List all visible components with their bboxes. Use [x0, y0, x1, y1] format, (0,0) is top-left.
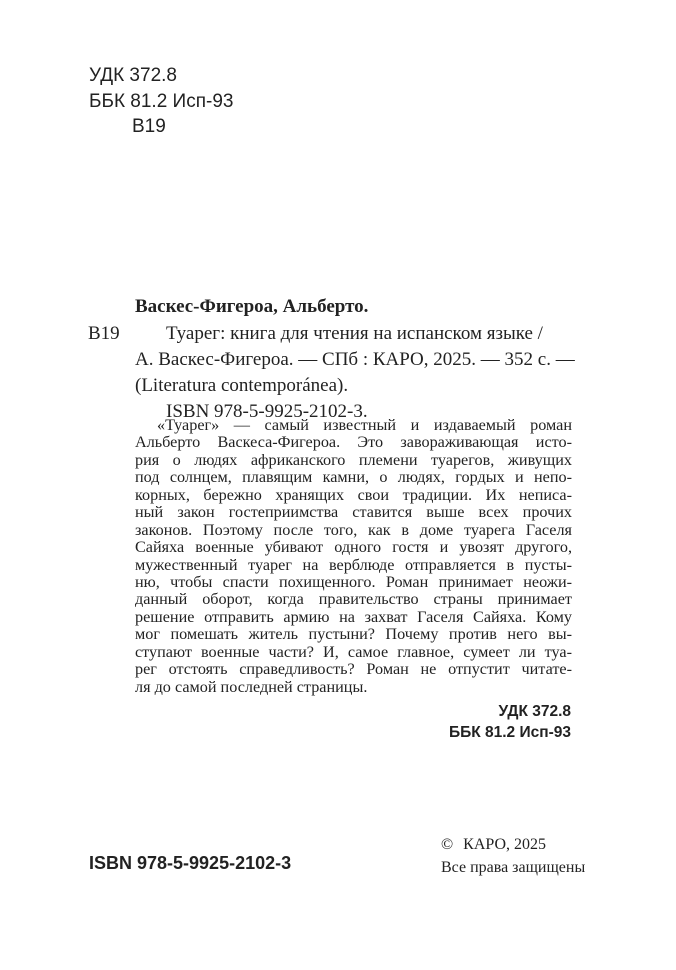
annotation-line: «Туарег» — самый известный и издаваемый роман [157, 416, 572, 434]
catalog-series: (Literatura contemporánea). [135, 375, 349, 396]
copyright-holder: КАРО, 2025 [463, 836, 547, 853]
annotation-line: под солнцем, плавящим камни, о людях, гордых и непо- [135, 468, 572, 487]
bbk-code-bold: ББК 81.2 Исп-93 [448, 724, 571, 741]
catalog-author-mark: В19 [88, 323, 120, 344]
annotation-line: данный оборот, когда правительство страны принимает [135, 590, 572, 609]
annotation-line: рия о людях африканского племени туарегов, живущих [135, 450, 572, 469]
annotation-line: ный закон гостеприимства ставится выше всех прочих [135, 503, 572, 522]
catalog-responsibility: А. Васкес-Фигероа. — СПб : КАРО, 2025. — 352 с. — [135, 349, 575, 370]
copyright-block [441, 833, 585, 879]
classification-right [449, 701, 571, 743]
annotation-line: решение отправить армию на захват Гаселя Сайяха. Кому [135, 607, 572, 626]
catalog-isbn: ISBN 978-5-9925-2102-3. [166, 401, 368, 422]
annotation-line: ню, чтобы спасти похищенного. Роман принимает неожи- [135, 572, 572, 591]
annotation-line: рег отстоять справедливость? Роман не отпустит читате- [135, 660, 572, 679]
bbk-code: ББК 81.2 Исп-93 [89, 91, 234, 112]
annotation-line: ля до самой последней страницы. [135, 677, 368, 696]
footer-isbn: ISBN 978-5-9925-2102-3 [89, 853, 292, 873]
annotation-paragraph [135, 417, 572, 696]
author-mark: В19 [132, 116, 166, 137]
udk-code: УДК 372.8 [89, 65, 177, 86]
annotation-line: мог помешать житель пустыни? Почему против него вы- [135, 625, 572, 644]
copyright-icon: © [441, 836, 454, 853]
copyright-line [441, 833, 585, 856]
catalog-author: Васкес-Фигероа, Альберто. [135, 296, 369, 317]
annotation-line: мужественный туарег на верблюде отправляется в пусты- [135, 555, 572, 574]
annotation-line: Альберто Васкеса-Фигероа. Это завораживающая исто- [135, 433, 572, 452]
annotation-line: ступают военные части? И, самое главное, сумеет ли туа- [135, 642, 572, 661]
udk-code-bold: УДК 372.8 [498, 703, 571, 720]
annotation-line: Сайяха военные убивают одного гостя и увозят другого, [135, 538, 572, 557]
rights-reserved: Все права защищены [441, 859, 586, 876]
annotation-line: корных, бережно хранящих свои традиции. Их неписа- [135, 485, 572, 504]
annotation-line: законов. Поэтому после того, как в доме туарега Гаселя [135, 520, 572, 539]
catalog-title: Туарег: книга для чтения на испанском языке / [166, 323, 543, 344]
